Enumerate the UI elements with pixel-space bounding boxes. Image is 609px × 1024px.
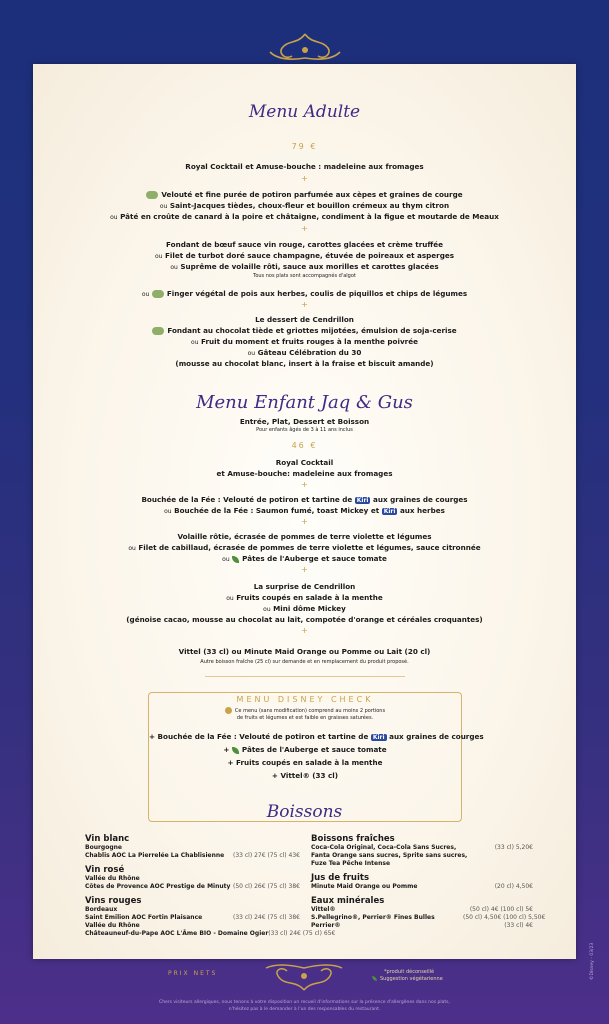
separator-plus: + <box>301 224 308 233</box>
divider <box>33 676 576 677</box>
enfant-subtitle: Entrée, Plat, Dessert et Boisson <box>239 417 370 426</box>
enfant-plat-1: Volaille rôtie, écrasée de pommes de terre violette et légumes <box>177 532 432 541</box>
adulte-plat-1: Fondant de bœuf sauce vin rouge, carottes glacées et crème truffée <box>166 240 443 249</box>
adulte-dessert-1: Le dessert de Cendrillon <box>255 315 354 324</box>
drink-row: Fuze Tea Pêche Intense <box>311 860 391 867</box>
enfant-drinks: Vittel (33 cl) ou Minute Maid Orange ou Pomme ou Lait (20 cl) <box>178 647 431 656</box>
disney-check-intro-1: Ce menu (sans modification) comprend au moins 2 portions <box>149 707 461 715</box>
drink-row: Chablis AOC La Pierrelée La Chablisienne (33 cl) 27€ (75 cl) 43€ <box>85 852 300 859</box>
drink-row: Bordeaux <box>85 906 118 913</box>
kiri-logo: Kiri <box>383 508 396 515</box>
drink-row: Coca-Cola Original, Coca-Cola Sans Sucres, (33 cl) 5,20€ <box>311 844 533 851</box>
enfant-plat-3: ou Pâtes de l'Auberge et sauce tomate <box>222 554 387 563</box>
disney-check-item-4: + Vittel® (33 cl) <box>271 771 339 780</box>
drink-row: Côtes de Provence AOC Prestige de Minuty (50 cl) 26€ (75 cl) 38€ <box>85 883 300 890</box>
kiri-logo: Kiri <box>356 497 369 504</box>
drink-row: Perrier® (33 cl) 4€ <box>311 922 533 929</box>
drink-row: S.Pellegrino®, Perrier® Fines Bulles (50 cl) 4,50€ (100 cl) 5,50€ <box>311 914 546 921</box>
separator-plus: + <box>301 480 308 489</box>
adulte-plat-note: Tous nos plats sont accompagnés d'algot <box>253 273 356 279</box>
separator-plus: + <box>301 174 308 183</box>
disney-check-item-3: + Fruits coupés en salade à la menthe <box>227 758 383 767</box>
separator-plus: + <box>301 517 308 526</box>
left-heading: Vins rouges <box>85 896 142 906</box>
disney-check-intro-2: de fruits et légumes et est faible en graisses saturées. <box>236 715 374 721</box>
adulte-dessert-4: ou Gâteau Célébration du 30 <box>247 348 362 357</box>
vegetarian-icon <box>146 191 158 199</box>
menu-enfant-title: Menu Enfant Jaq & Gus <box>196 392 413 413</box>
boissons-left-column <box>85 829 336 938</box>
right-heading: Eaux minérales <box>311 896 385 906</box>
enfant-starter-1: Royal Cocktail <box>275 458 334 467</box>
vegetarian-icon <box>152 327 164 335</box>
kiri-logo: Kiri <box>372 734 385 741</box>
adulte-finger: ou Finger végétal de pois aux herbes, coulis de piquillos et chips de légumes <box>141 289 468 298</box>
enfant-plat-2: ou Filet de cabillaud, écrasée de pommes de terre violette et légumes, sauce citronnée <box>128 543 481 552</box>
enfant-dessert-3: ou Mini dôme Mickey <box>263 604 346 613</box>
separator-plus: + <box>301 300 308 309</box>
veggie-leaf-icon <box>232 747 239 754</box>
allergy-note: Chers visiteurs allergiques, nous tenons à votre disposition un recueil d'informations sur la présence d'allergènes dans nos plats, n'hésitez pas à le demander à l'un des responsables du restaurant. <box>159 1000 450 1012</box>
boissons-title: Boissons <box>266 802 343 822</box>
mickey-check-icon <box>225 707 232 714</box>
menu-adulte-title: Menu Adulte <box>248 102 361 122</box>
drink-row: Vallée du Rhône <box>85 875 140 882</box>
drink-row: Vittel® (50 cl) 4€ (100 cl) 5€ <box>311 906 533 913</box>
enfant-entree-2: ou Bouchée de la Fée : Saumon fumé, toast Mickey et Kiri aux herbes <box>164 506 445 515</box>
adulte-plat-2: ou Filet de turbot doré sauce champagne, étuvée de poireaux et asperges <box>154 251 455 260</box>
adulte-dessert-5: (mousse au chocolat blanc, insert à la fraise et biscuit amande) <box>175 359 434 368</box>
top-ornament <box>0 30 609 66</box>
drink-row: Vallée du Rhône <box>85 922 140 929</box>
adulte-entree-1: Velouté et fine purée de potiron parfumée aux cèpes et graines de courge <box>33 189 576 200</box>
menu-enfant-price: 46 € <box>291 441 318 450</box>
disney-check-item-1: + Bouchée de la Fée : Velouté de potiron et tartine de Kiri aux graines de courges <box>149 732 484 741</box>
veggie-leaf-icon <box>372 976 377 981</box>
drink-row: Saint Emilion AOC Fortin Plaisance (33 cl) 24€ (75 cl) 38€ <box>85 914 300 921</box>
enfant-age-note: Pour enfants âgés de 3 à 11 ans inclus <box>256 427 353 433</box>
adulte-entree-2: ou Saint-Jacques tièdes, choux-fleur et bouillon crémeux au thym citron <box>159 201 450 210</box>
drink-row: Châteauneuf-du-Pape AOC L'Âme BIO - Domaine Ogier (33 cl) 24€ (75 cl) 65€ <box>85 930 336 937</box>
adulte-starter: Royal Cocktail et Amuse-bouche : madeleine aux fromages <box>185 162 424 171</box>
disney-check-title: MENU DISNEY CHECK <box>231 695 380 704</box>
left-heading: Vin rosé <box>85 865 125 875</box>
adulte-plat-3: ou Suprême de volaille rôti, sauce aux morilles et carottes glacées <box>170 262 439 271</box>
adulte-dessert-2: Fondant au chocolat tiède et griottes mijotées, émulsion de soja-cerise <box>33 325 576 336</box>
left-heading: Vin blanc <box>85 834 130 844</box>
right-heading: Boissons fraîches <box>311 834 395 844</box>
adulte-entree-3: ou Pâté en croûte de canard à la poire et châtaigne, condiment à la figue et moutarde de Meaux <box>110 212 499 221</box>
legend-vegetarian: Suggestion végétarienne <box>372 976 443 982</box>
adulte-dessert-3: ou Fruit du moment et fruits rouges à la menthe poivrée <box>191 337 418 346</box>
separator-plus: + <box>301 565 308 574</box>
enfant-drinks-note: Autre boisson fraîche (25 cl) sur demande et en remplacement du produit proposé. <box>200 659 409 665</box>
bottom-ornament <box>254 962 354 994</box>
drink-row: Bourgogne <box>85 844 122 851</box>
enfant-dessert-4: (génoise cacao, mousse au chocolat au lait, compotée d'orange et céréales croquantes) <box>126 615 483 624</box>
vegetarian-icon <box>152 290 164 298</box>
enfant-entree-1: Bouchée de la Fée : Velouté de potiron et tartine de Kiri aux graines de courges <box>141 495 468 504</box>
menu-adulte-price: 79 € <box>291 142 318 151</box>
enfant-dessert-2: ou Fruits coupés en salade à la menthe <box>226 593 383 602</box>
copyright-side: ©Disney - 03/23 <box>590 942 595 980</box>
drink-row: Minute Maid Orange ou Pomme (20 cl) 4,50€ <box>311 883 533 890</box>
prix-nets: PRIX NETS <box>168 970 218 977</box>
separator-plus: + <box>301 626 308 635</box>
right-heading: Jus de fruits <box>311 873 370 883</box>
disney-check-item-2: + Pâtes de l'Auberge et sauce tomate <box>223 745 387 754</box>
boissons-right-column <box>311 829 546 930</box>
legend-deconseille: *produit déconseillé <box>384 969 435 975</box>
enfant-starter-2: et Amuse-bouche: madeleine aux fromages <box>216 469 393 478</box>
drink-row: Fanta Orange sans sucres, Sprite sans sucres, <box>311 852 468 859</box>
enfant-dessert-1: La surprise de Cendrillon <box>253 582 356 591</box>
menu-card <box>33 64 576 959</box>
veggie-leaf-icon <box>232 556 239 563</box>
